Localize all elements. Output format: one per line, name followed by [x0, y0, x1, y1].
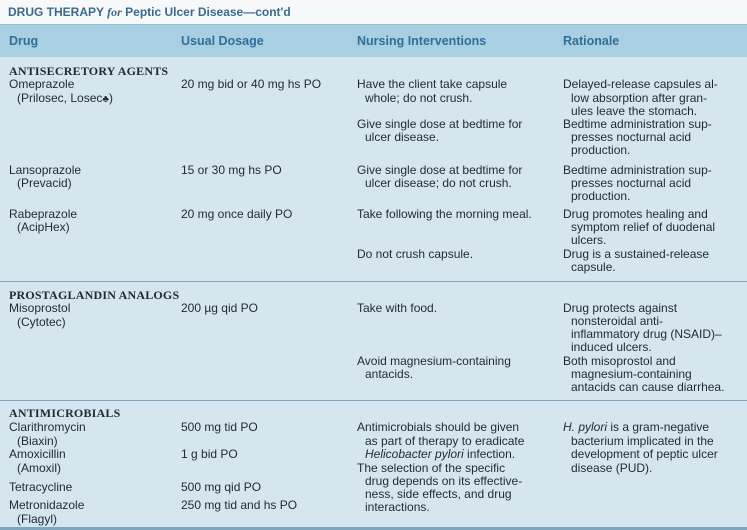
rationale-line: production.	[571, 143, 631, 157]
intervention-line: ness, side effects, and drug	[365, 487, 512, 501]
column-header-drug: Drug	[9, 34, 39, 48]
rationale-line: symptom relief of duodenal	[571, 220, 716, 234]
intervention-italic: Helicobacter pylori	[365, 447, 464, 461]
rationale-line: Drug is a sustained-release	[563, 247, 710, 261]
rationale-line: bacterium implicated in the	[571, 434, 714, 448]
drug-name: Omeprazole	[9, 77, 75, 91]
section-divider	[0, 281, 747, 282]
rationale-line: Delayed-release capsules al-	[563, 77, 718, 91]
drug-dosage: 15 or 30 mg hs PO	[181, 163, 282, 177]
rationale-line: Drug promotes healing and	[563, 207, 708, 221]
intervention-line: Take following the morning meal.	[357, 207, 532, 221]
drug-name: Tetracycline	[9, 480, 73, 494]
rationale-line: nonsteroidal anti-	[571, 314, 664, 328]
table-title	[8, 5, 291, 20]
rationale-line: capsule.	[571, 260, 616, 274]
rationale-italic: H. pylori	[563, 420, 608, 434]
title-bar	[0, 0, 747, 25]
rationale-line: Drug protects against	[563, 301, 678, 315]
rationale-line: ulcers.	[571, 233, 607, 247]
rationale-line: magnesium-containing	[571, 367, 692, 381]
title-for: for	[107, 5, 122, 19]
rationale-line: Bedtime administration sup-	[563, 117, 712, 131]
intervention-line: Have the client take capsule	[357, 77, 508, 91]
drug-name: Clarithromycin	[9, 420, 86, 434]
drug-name: Amoxicillin	[9, 447, 66, 461]
drug-name: Misoprostol	[9, 301, 71, 315]
drug-brand: (Amoxil)	[17, 461, 61, 475]
drug-name: Rabeprazole	[9, 207, 78, 221]
rationale-line: Both misoprostol and	[563, 354, 676, 368]
section-heading-antimicrobials: ANTIMICROBIALS	[9, 406, 121, 420]
section-heading-antisecretory: ANTISECRETORY AGENTS	[9, 64, 169, 78]
drug-dosage: 20 mg bid or 40 mg hs PO	[181, 77, 322, 91]
drug-brand: (Prevacid)	[17, 176, 72, 190]
drug-dosage: 20 mg once daily PO	[181, 207, 293, 221]
rationale-line: production.	[571, 189, 631, 203]
drug-brand: (Cytotec)	[17, 315, 66, 329]
rationale-line: inflammatory drug (NSAID)–	[571, 327, 722, 341]
drug-brand: (Biaxin)	[17, 434, 58, 448]
section-divider	[0, 400, 747, 401]
rationale-line: presses nocturnal acid	[571, 130, 692, 144]
title-prefix: DRUG THERAPY	[8, 5, 104, 19]
rationale-line: ules leave the stomach.	[571, 104, 698, 118]
drug-dosage: 1 g bid PO	[181, 447, 238, 461]
intervention-line: drug depends on its effective-	[365, 474, 523, 488]
intervention-line: Give single dose at bedtime for	[357, 117, 523, 131]
rationale-line: H. pylori is a gram-negative	[563, 420, 710, 434]
intervention-line: Avoid magnesium-containing	[357, 354, 511, 368]
canadian-leaf-icon: ♣	[102, 94, 109, 105]
drug-brand: (Prilosec, Losec♣)	[17, 91, 113, 105]
intervention-line: as part of therapy to eradicate	[365, 434, 525, 448]
column-header-bar	[0, 25, 747, 57]
rationale-line: low absorption after gran-	[571, 91, 708, 105]
drug-brand: (AcipHex)	[17, 220, 70, 234]
drug-dosage: 500 mg tid PO	[181, 420, 258, 434]
intervention-line: whole; do not crush.	[365, 91, 473, 105]
intervention-line: Give single dose at bedtime for	[357, 163, 523, 177]
intervention-line: Take with food.	[357, 301, 438, 315]
column-header-rationale: Rationale	[563, 34, 620, 48]
intervention-line: interactions.	[365, 500, 430, 514]
rationale-line: development of peptic ulcer	[571, 447, 718, 461]
section-heading-prostaglandin: PROSTAGLANDIN ANALOGS	[9, 288, 180, 302]
rationale-line: disease (PUD).	[571, 461, 653, 475]
intervention-line: The selection of the specific	[357, 461, 506, 475]
intervention-line: Do not crush capsule.	[357, 247, 474, 261]
column-header-interventions: Nursing Interventions	[357, 34, 487, 48]
rationale-line: Bedtime administration sup-	[563, 163, 712, 177]
drug-dosage: 200 µg qid PO	[181, 301, 258, 315]
intervention-line: Antimicrobials should be given	[357, 420, 520, 434]
rationale-line: antacids can cause diarrhea.	[571, 380, 725, 394]
drug-brand: (Flagyl)	[17, 512, 58, 526]
drug-name: Lansoprazole	[9, 163, 82, 177]
intervention-line: antacids.	[365, 367, 414, 381]
drug-dosage: 500 mg qid PO	[181, 480, 262, 494]
column-header-dosage: Usual Dosage	[181, 34, 264, 48]
intervention-line: Helicobacter pylori infection.	[365, 447, 516, 461]
title-suffix: Peptic Ulcer Disease—cont'd	[125, 5, 291, 19]
drug-dosage: 250 mg tid and hs PO	[181, 498, 298, 512]
intervention-line: ulcer disease.	[365, 130, 440, 144]
rationale-line: induced ulcers.	[571, 340, 652, 354]
intervention-line: ulcer disease; do not crush.	[365, 176, 512, 190]
rationale-line: presses nocturnal acid	[571, 176, 692, 190]
drug-name: Metronidazole	[9, 498, 85, 512]
